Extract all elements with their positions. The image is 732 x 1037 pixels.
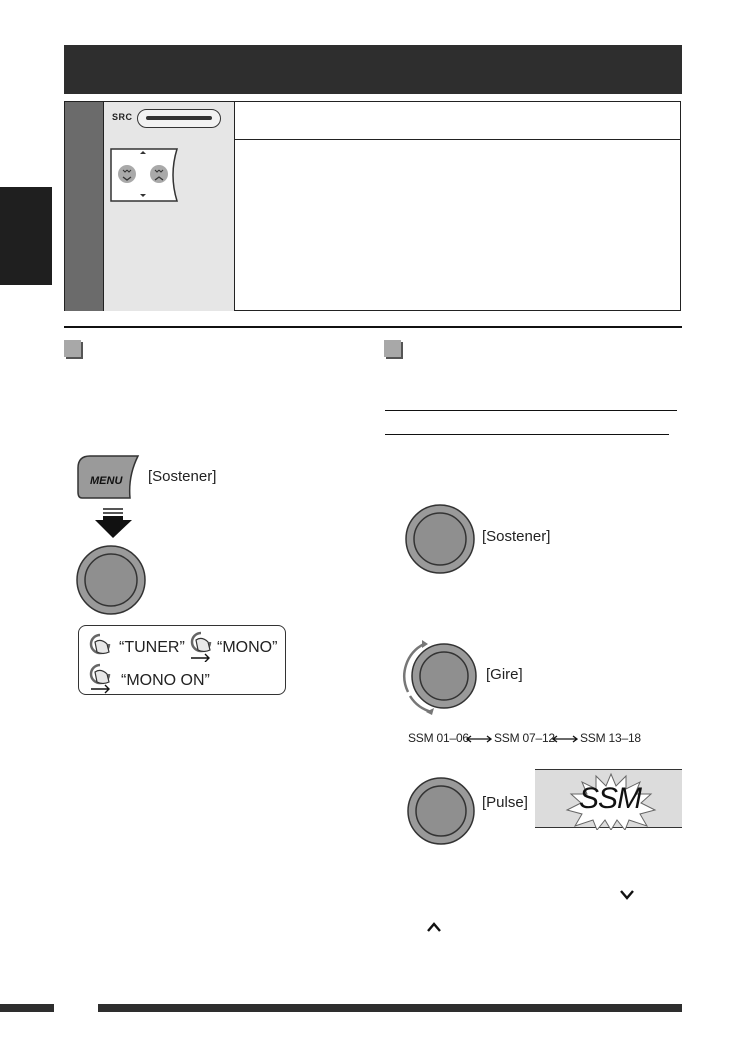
ssm-range-2: SSM 07–12 xyxy=(494,731,555,745)
press-hand-icon xyxy=(87,662,117,694)
menu-label: MENU xyxy=(90,475,123,487)
step-tuner: “TUNER” xyxy=(119,639,185,656)
ssm-range-3: SSM 13–18 xyxy=(580,731,641,745)
footer-bar-right xyxy=(98,1004,682,1012)
turn-instruction: [Gire] xyxy=(486,666,523,683)
step-icon-cell xyxy=(103,139,235,311)
underline-rule xyxy=(385,434,669,435)
subsection-marker-icon xyxy=(64,340,81,357)
hold-instruction: [Sostener] xyxy=(482,528,551,545)
control-dial[interactable] xyxy=(404,503,476,575)
subsection-marker-icon xyxy=(384,340,401,357)
turn-hand-icon xyxy=(87,632,113,656)
menu-sequence-box xyxy=(78,625,286,695)
press-hand-icon xyxy=(187,630,215,662)
src-label: SRC xyxy=(112,112,133,122)
seek-buttons-icon[interactable] xyxy=(107,147,187,207)
chevron-down-icon xyxy=(619,889,635,901)
down-arrow-icon xyxy=(94,508,134,540)
control-dial[interactable] xyxy=(406,776,476,846)
step-number-cell xyxy=(65,102,103,139)
chevron-up-icon xyxy=(426,921,442,933)
step-mono: “MONO” xyxy=(217,639,278,656)
control-dial[interactable] xyxy=(75,544,147,616)
step-number-cell xyxy=(65,139,103,311)
double-arrow-icon xyxy=(552,735,578,743)
press-instruction: [Pulse] xyxy=(482,794,528,811)
underline-rule xyxy=(385,410,677,411)
double-arrow-icon xyxy=(466,735,492,743)
lcd-display xyxy=(535,769,682,828)
table-row-source xyxy=(65,102,680,140)
rotate-dial[interactable] xyxy=(402,636,482,716)
ssm-sequence xyxy=(408,731,648,747)
section-divider xyxy=(64,326,682,328)
menu-button[interactable] xyxy=(76,452,140,502)
language-side-tab xyxy=(0,187,52,285)
section-header-bar xyxy=(64,45,682,94)
src-button[interactable] xyxy=(137,109,221,128)
step-icon-cell xyxy=(103,102,235,139)
instruction-table xyxy=(64,101,681,311)
footer-bar-left xyxy=(0,1004,54,1012)
display-ssm-text: SSM xyxy=(579,782,642,815)
step-mono-on: “MONO ON” xyxy=(121,672,210,689)
ssm-range-1: SSM 01–06 xyxy=(408,731,469,745)
hold-instruction: [Sostener] xyxy=(148,468,217,485)
